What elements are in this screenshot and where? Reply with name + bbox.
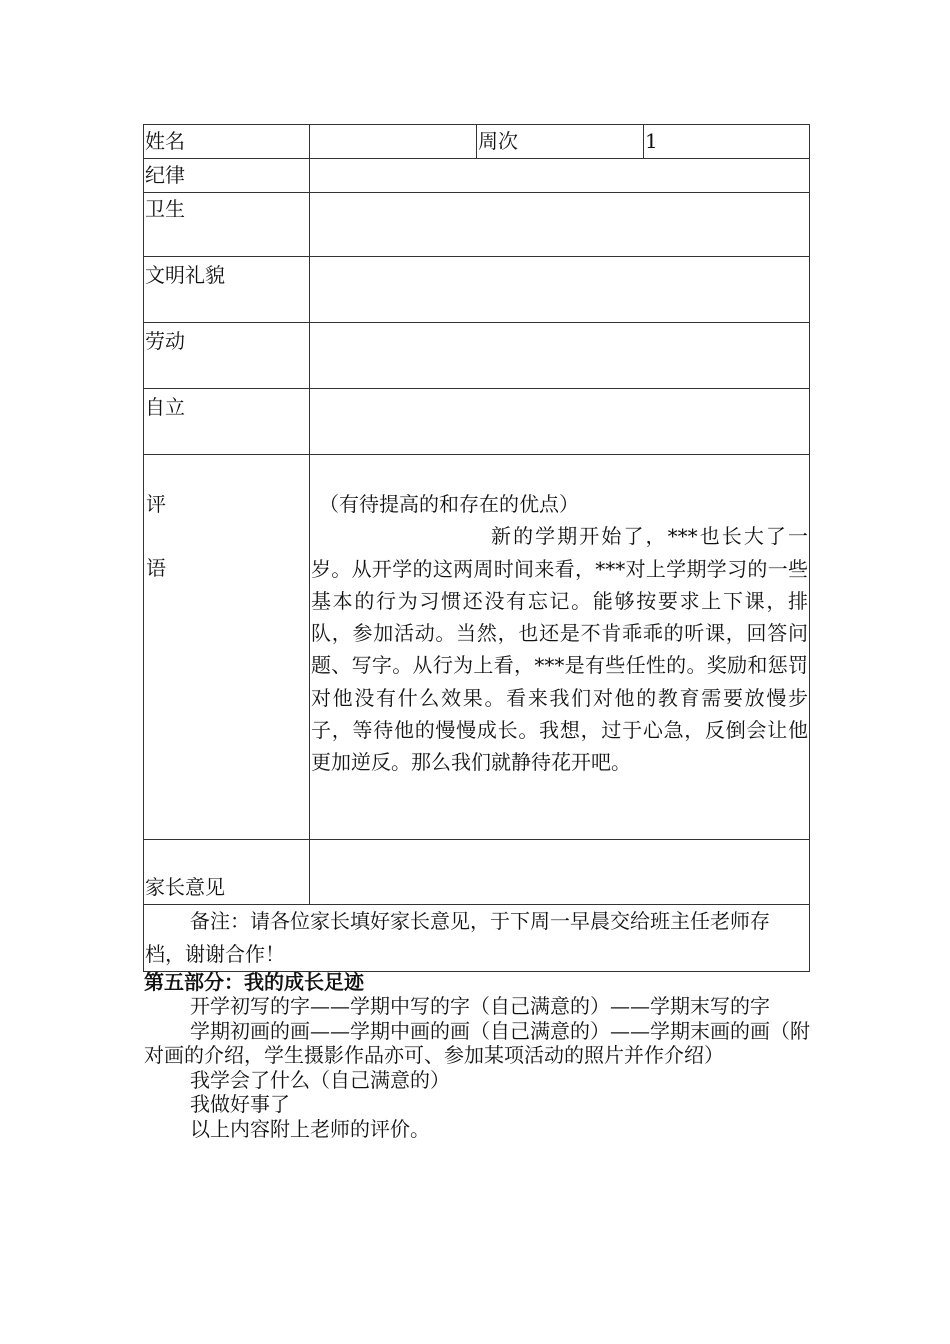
name-value [310,125,477,159]
weekly-evaluation-table [143,124,810,972]
comment-label-char-2: 语 [146,556,166,580]
note-text: 备注：请各位家长填好家长意见，于下周一早晨交给班主任老师存档，谢谢合作！ [144,905,810,972]
discipline-value [310,159,810,193]
comment-row [144,455,810,840]
parent-opinion-row [144,840,810,905]
courtesy-value [310,257,810,323]
header-row [144,125,810,159]
comment-label-char-1: 评 [146,492,166,516]
discipline-label: 纪律 [144,159,310,193]
independence-row [144,389,810,455]
discipline-row [144,159,810,193]
week-value: 1 [644,125,810,159]
independence-value [310,389,810,455]
name-label: 姓名 [144,125,310,159]
labor-row [144,323,810,389]
independence-label: 自立 [144,389,310,455]
section-item: 我学会了什么（自己满意的） [190,1067,450,1092]
hygiene-value [310,193,810,257]
comment-label [144,455,310,840]
comment-hint: （有待提高的和存在的优点） [319,492,579,516]
labor-value [310,323,810,389]
section-item: 以上内容附上老师的评价。 [190,1116,430,1141]
section-item: 学期初画的画——学期中画的画（自己满意的）——学期末画的画（附对画的介绍，学生摄影作品亦可、参加某项活动的照片并作介绍） [144,1018,810,1067]
note-row [144,905,810,972]
parent-opinion-value [310,840,810,905]
courtesy-label: 文明礼貌 [144,257,310,323]
growth-section [144,970,814,1141]
comment-body [310,455,810,840]
parent-opinion-label: 家长意见 [144,840,310,905]
section-item: 我做好事了 [190,1092,290,1116]
hygiene-row [144,193,810,257]
section-item: 开学初写的字——学期中写的字（自己满意的）——学期末写的字 [190,994,770,1018]
labor-label: 劳动 [144,323,310,389]
hygiene-label: 卫生 [144,193,310,257]
week-label: 周次 [477,125,644,159]
comment-text: 新的学期开始了，***也长大了一岁。从开学的这两周时间来看，***对上学期学习的一些基本的行为习惯还没有忘记。能够按要求上下课，排队，参加活动。当然，也还是不肯乖乖的听课，回答问题、写字。从行为上看，***是有些任性的。奖励和惩罚对他没有什么效果。看来我们对他的教育需要放慢步子，等待他的慢慢成长。我想，过于心急，反倒会让他更加逆反。那么我们就静待花开吧。 [311,524,808,775]
courtesy-row [144,257,810,323]
section-title: 第五部分：我的成长足迹 [144,970,364,994]
